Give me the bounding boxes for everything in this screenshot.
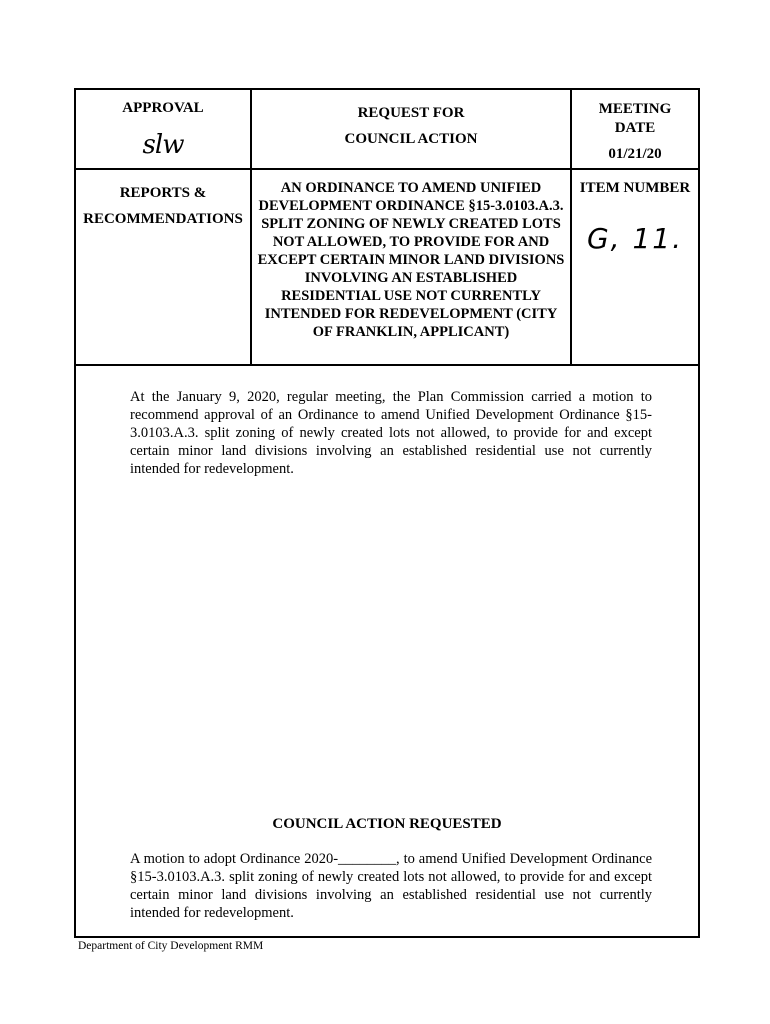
meeting-date-value: 01/21/20 — [608, 146, 662, 162]
council-action-paragraph: A motion to adopt Ordinance 2020-________, to amend Unified Development Ordinance §15-3.0103.A.3. split zoning of newly created lots not allowed, to provide for and except certain minor land divisions involving an established residential use not currently intended for redevelopment. — [130, 851, 652, 921]
ordinance-subject: AN ORDINANCE TO AMEND UNIFIED DEVELOPMENT ORDINANCE §15-3.0103.A.3. SPLIT ZONING OF NEWLY CREATED LOTS NOT ALLOWED, TO PROVIDE FOR AND EXCEPT CERTAIN MINOR LAND DIVISIONS INVOLVING AN ESTABLISHED RESIDENTIAL USE NOT CURRENTLY INTENDED FOR REDEVELOPMENT (CITY OF FRANKLIN, APPLICANT) — [257, 180, 565, 340]
item-number-value: G, 11. — [586, 222, 684, 255]
meeting-date-label: MEETING DATE — [598, 101, 672, 136]
item-number-cell — [572, 170, 698, 364]
approval-label: APPROVAL — [122, 100, 204, 116]
request-cell — [252, 90, 572, 168]
council-action-heading: COUNCIL ACTION REQUESTED — [272, 816, 502, 832]
meeting-date-cell — [572, 90, 698, 168]
council-action-form — [74, 88, 700, 938]
request-label: REQUEST FOR COUNCIL ACTION — [344, 105, 478, 147]
intro-paragraph: At the January 9, 2020, regular meeting, the Plan Commission carried a motion to recommend approval of an Ordinance to amend Unified Development Ordinance §15-3.0103.A.3. split zoning of newly created lots not allowed, to provide for and except certain minor land divisions involving an established residential use not currently intended for redevelopment. — [130, 389, 652, 477]
subject-cell — [252, 170, 572, 364]
approval-cell — [76, 90, 252, 168]
item-number-label: ITEM NUMBER — [579, 180, 691, 196]
reports-label: REPORTS & RECOMMENDATIONS — [83, 185, 243, 227]
footer-department: Department of City Development RMM — [78, 940, 264, 952]
subject-row — [76, 170, 698, 366]
approval-signature: slw — [142, 130, 184, 160]
reports-cell — [76, 170, 252, 364]
header-row — [76, 90, 698, 170]
